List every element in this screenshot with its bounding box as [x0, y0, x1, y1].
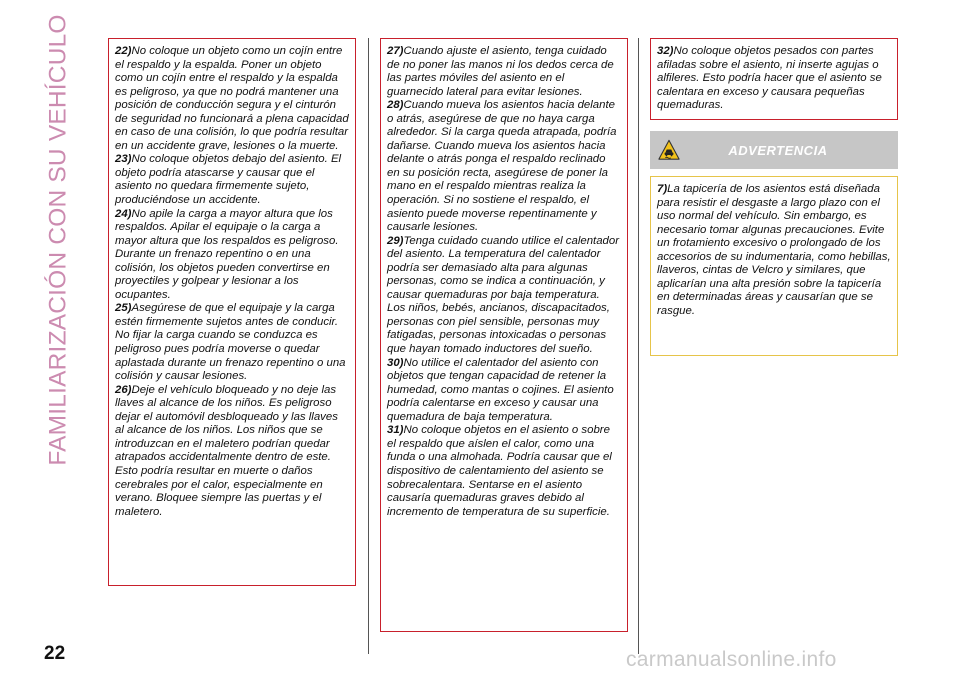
watermark: carmanualsonline.info: [626, 648, 837, 671]
note-24: 24)No apile la carga a mayor altura que los respaldos. Apilar el equipaje o la carga a mayor altura que los respaldos es peligroso. Durante un frenazo repentino o en una colisión, los objetos pueden convertirse en proyectiles y golpear y lesionar a los ocupantes.: [115, 207, 339, 301]
note-26: 26)Deje el vehículo bloqueado y no deje las llaves al alcance de los niños. Es peligroso dejar el automóvil desbloqueado y las llaves al alcance de los niños. Los niños que se introduzcan en el maletero podrían quedar atrapados accidentalmente dentro de este. Esto podría resultar en muerte o daños cerebrales por el calor, especialmente en verano. Bloquee siempre las puertas y el maletero.: [115, 383, 338, 518]
warning-title: ADVERTENCIA: [728, 142, 828, 158]
column-divider-2: [638, 38, 639, 654]
note-32: 32)No coloque objetos pesados con partes afiladas sobre el asiento, ni inserte agujas o alfileres. Esto podría hacer que el asiento se calentara en exceso y causara pequeñas quemaduras.: [657, 45, 882, 112]
car-skid-warning-icon: [658, 139, 680, 161]
safety-notes-box-2: [380, 38, 628, 632]
note-23: 23)No coloque objetos debajo del asiento. El objeto podría atascarse y causar que el asiento no quedara firmemente sujeto, produciéndose un accidente.: [115, 153, 342, 207]
note-25: 25)Asegúrese de que el equipaje y la carga estén firmemente sujetos antes de conducir. No fijar la carga cuando se conduzca es peligroso pues podría moverse o quedar aplastada durante un frenazo repentino o una colisión y causar lesiones.: [115, 302, 346, 383]
note-31: 31)No coloque objetos en el asiento o sobre el respaldo que aíslen el calor, como una funda o una almohada. Podría causar que el dispositivo de calentamiento del asiento se sobrecalentara. Sentarse en el asiento causaría quemaduras graves debido al incremento de temperatura de su superficie.: [387, 424, 612, 518]
page-number: 22: [44, 643, 66, 664]
note-22: 22)No coloque un objeto como un cojín entre el respaldo y la espalda. Poner un objeto como un cojín entre el respaldo y la espalda es peligroso, ya que no podrá mantener una posición de conducción segura y el cinturón de seguridad no funcionará a plena capacidad en caso de una colisión, lo que podría resultar en un accidente grave, lesiones o la muerte.: [115, 45, 349, 152]
note-29: 29)Tenga cuidado cuando utilice el calentador del asiento. La temperatura del calentador podría ser demasiado alta para algunas personas, como se indica a continuación, y causar quemaduras por baja temperatura. Los niños, bebés, ancianos, discapacitados, personas con piel sensible, personas muy fatigadas, personas intoxicadas o personas que hayan tomado inductores del sueño.: [387, 234, 619, 356]
note-28: 28)Cuando mueva los asientos hacia delante o atrás, asegúrese de que no haya carga alrededor. Si la carga queda atrapada, podría dañarse. Cuando mueva los asientos hacia delante o atrás ponga el respaldo reclinado en su posición recta, asegúrese de poner la mano en el respaldo mientras realiza la operación. Si no sostiene el respaldo, el asiento puede moverse repentinamente y causarle lesiones.: [387, 99, 617, 234]
note-27: 27)Cuando ajuste el asiento, tenga cuidado de no poner las manos ni los dedos cerca de las partes móviles del asiento en el guarnecido lateral para evitar lesiones.: [387, 45, 614, 98]
chapter-side-title: [34, 14, 84, 466]
warning-box: [650, 176, 898, 356]
safety-notes-box-3: [650, 38, 898, 120]
safety-notes-box-1: [108, 38, 356, 586]
chapter-title-text: FAMILIARIZACIÓN CON SU VEHÍCULO: [45, 14, 73, 466]
warning-7: 7)La tapicería de los asientos está diseñada para resistir el desgaste a largo plazo con el uso normal del vehículo. Sin embargo, es necesario tomar algunas precauciones. Evite un frotamiento excesivo o prolongado de los accesorios de su indumentaria, como hebillas, llaveros, cintas de Velcro y similares, que aplicarían una alta presión sobre la tapicería en determinadas áreas y causarían que se rasgue.: [657, 183, 891, 317]
column-divider-1: [368, 38, 369, 654]
warning-header: [650, 131, 898, 169]
note-30: 30)No utilice el calentador del asiento con objetos que tengan capacidad de retener la humedad, como mantas o cojines. El asiento podría calentarse en exceso y causar una quemadura de baja temperatura.: [387, 356, 614, 423]
